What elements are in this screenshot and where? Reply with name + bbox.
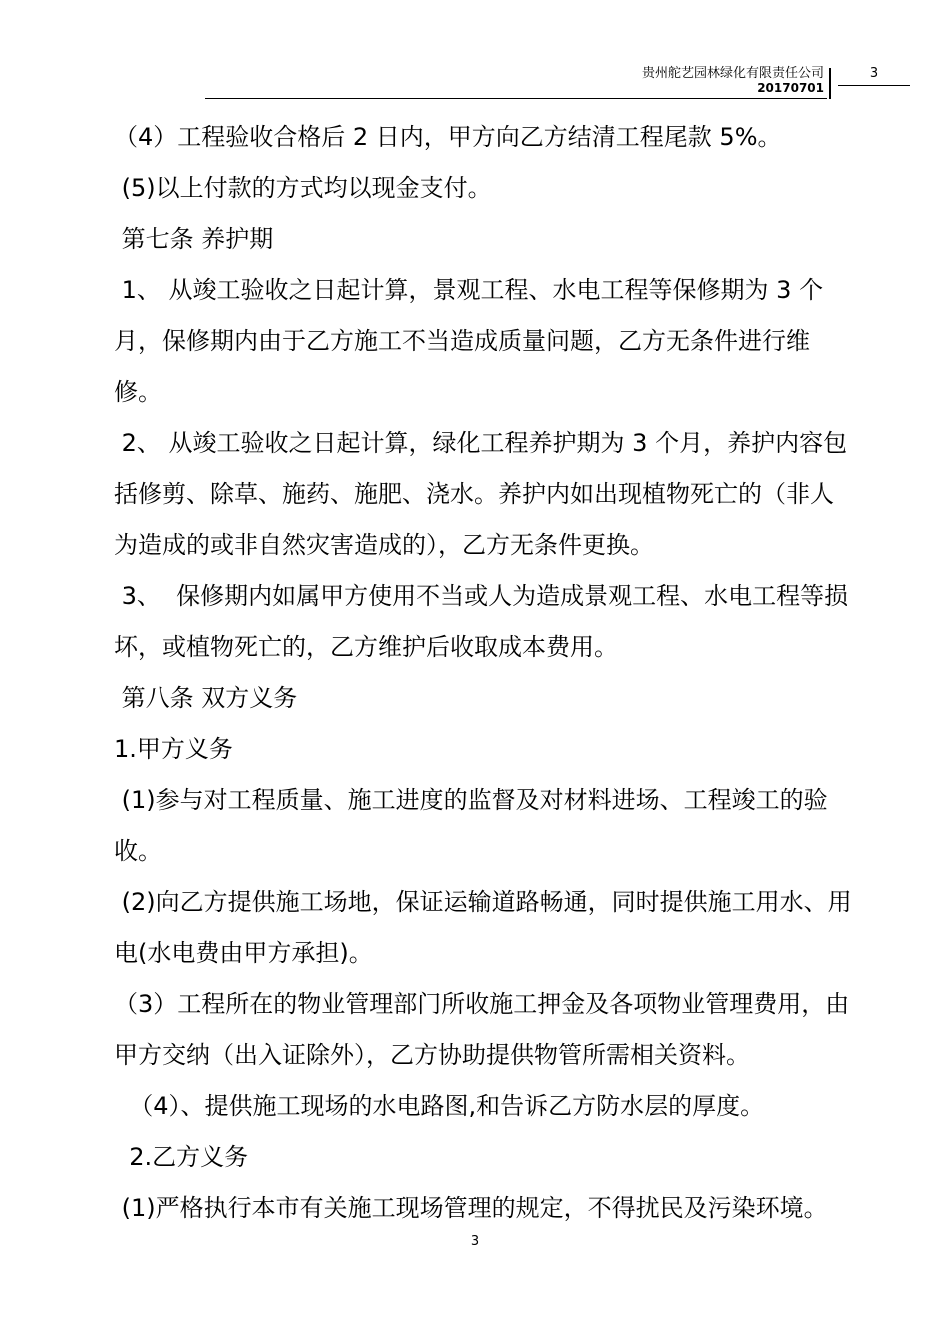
header-date: 20170701 (757, 81, 824, 95)
footer-page-number: 3 (470, 1234, 480, 1249)
paragraph: 2、 从竣工验收之日起计算，绿化工程养护期为 3 个月，养护内容包括修剪、除草、施药、施肥、浇水。养护内如出现植物死亡的（非人为造成的或非自然灾害造成的），乙方无条件更换。 (114, 429, 848, 559)
header-divider (829, 68, 831, 99)
section-heading: 第七条 养护期 (114, 225, 274, 253)
paragraph: （4）工程验收合格后 2 日内，甲方向乙方结清工程尾款 5%。 (114, 123, 782, 151)
header-company-name: 贵州舵艺园林绿化有限责任公司 (641, 66, 824, 81)
subsection-heading: 1.甲方义务 (114, 735, 233, 763)
document-body (114, 112, 854, 1234)
paragraph: （4）、提供施工现场的水电路图,和告诉乙方防水层的厚度。 (114, 1092, 765, 1120)
paragraph: (2)向乙方提供施工场地，保证运输道路畅通，同时提供施工用水、用电(水电费由甲方承担)。 (114, 888, 852, 967)
paragraph: (1)严格执行本市有关施工现场管理的规定，不得扰民及污染环境。 (114, 1194, 828, 1222)
header-page-number: 3 (869, 66, 879, 81)
paragraph: (5)以上付款的方式均以现金支付。 (114, 174, 492, 202)
subsection-heading: 2.乙方义务 (114, 1143, 249, 1171)
paragraph: (1)参与对工程质量、施工进度的监督及对材料进场、工程竣工的验收。 (114, 786, 828, 865)
paragraph: （3）工程所在的物业管理部门所收施工押金及各项物业管理费用，由甲方交纳（出入证除外），乙方协助提供物管所需相关资料。 (114, 990, 850, 1069)
section-heading: 第八条 双方义务 (114, 684, 298, 712)
header-rule (205, 98, 827, 99)
paragraph: 3、 保修期内如属甲方使用不当或人为造成景观工程、水电工程等损坏，或植物死亡的，乙方维护后收取成本费用。 (114, 582, 849, 661)
header-page-number-rule (838, 85, 910, 86)
paragraph: 1、 从竣工验收之日起计算，景观工程、水电工程等保修期为 3 个月，保修期内由于乙方施工不当造成质量问题，乙方无条件进行维修。 (114, 276, 824, 406)
